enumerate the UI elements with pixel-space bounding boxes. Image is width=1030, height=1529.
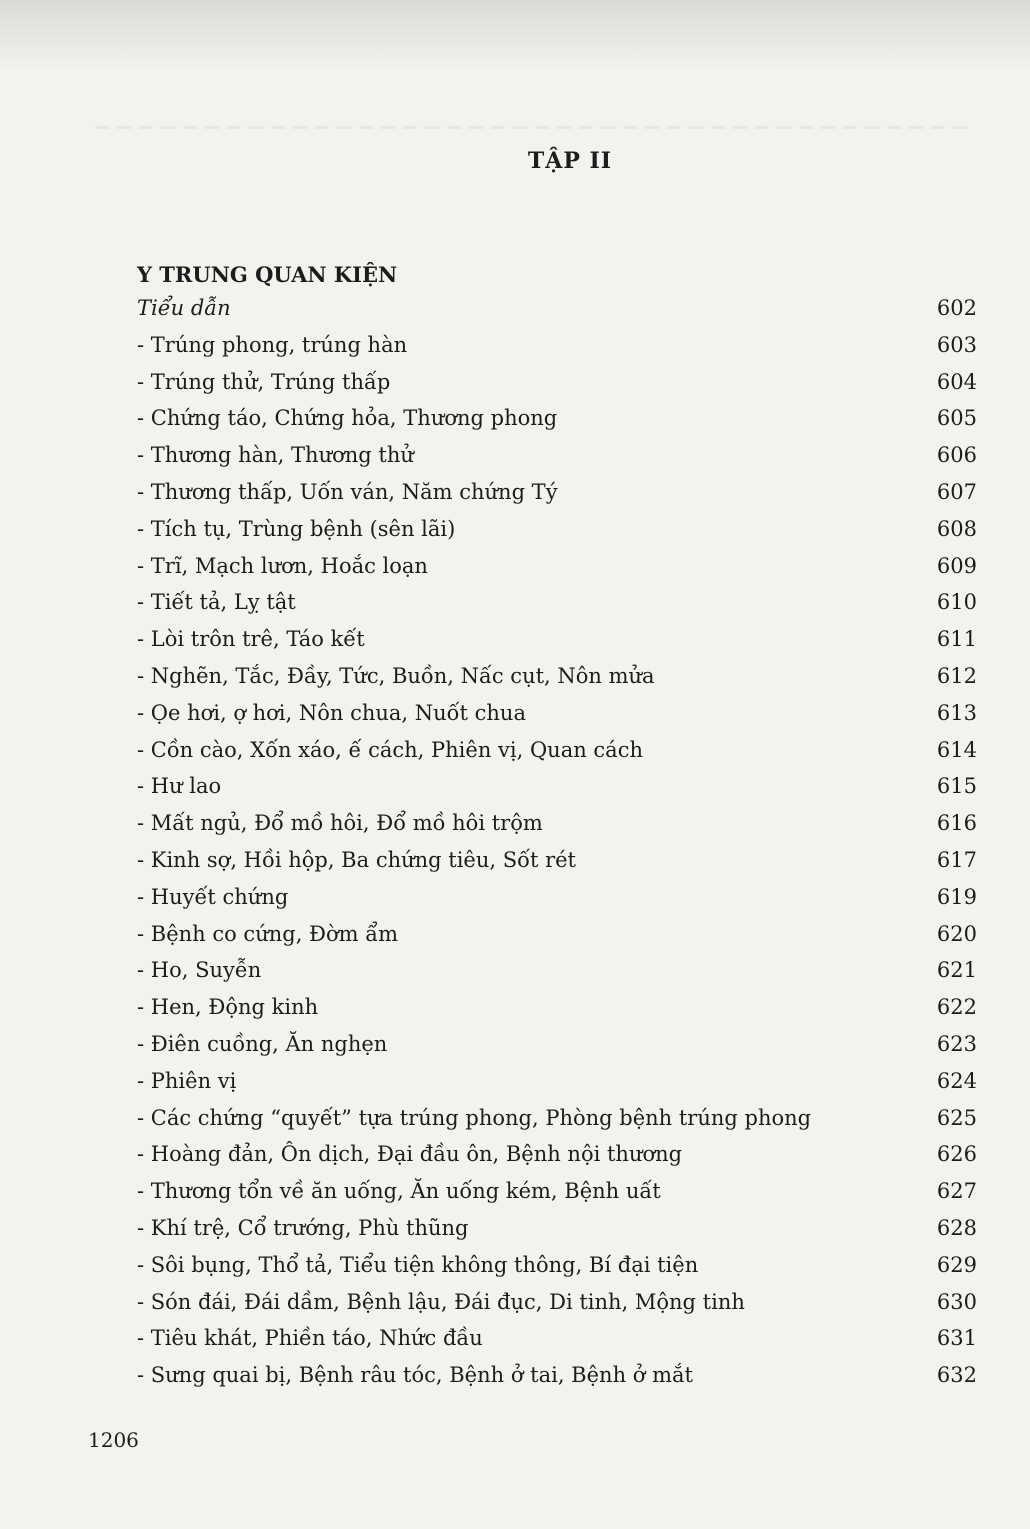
toc-entry-page: 615 xyxy=(936,774,977,799)
toc-entry-label: - Điên cuồng, Ăn nghẹn xyxy=(137,1031,388,1056)
toc-entry-label: - Ọe hơi, ợ hơi, Nôn chua, Nuốt chua xyxy=(137,700,526,725)
toc-entry-label: - Hoàng đản, Ôn dịch, Đại đầu ôn, Bệnh nội thương xyxy=(137,1142,683,1167)
toc-entry-page: 605 xyxy=(936,406,977,431)
toc-entry-label: - Các chứng “quyết” tựa trúng phong, Phòng bệnh trúng phong xyxy=(137,1105,812,1130)
table-of-contents xyxy=(137,296,977,1400)
toc-entry xyxy=(137,333,977,370)
toc-entry-page: 627 xyxy=(936,1179,977,1204)
toc-entry-page: 624 xyxy=(936,1068,977,1093)
toc-entry-page: 608 xyxy=(936,516,977,541)
toc-entry-label: - Sưng quai bị, Bệnh râu tóc, Bệnh ở tai, Bệnh ở mắt xyxy=(137,1363,693,1388)
toc-entry-label: - Sôi bụng, Thổ tả, Tiểu tiện không thông, Bí đại tiện xyxy=(137,1252,699,1277)
toc-entry xyxy=(137,1326,977,1363)
toc-entry-label: - Hen, Động kinh xyxy=(137,995,319,1020)
toc-entry-label: - Thương tổn về ăn uống, Ăn uống kém, Bệnh uất xyxy=(137,1179,661,1204)
toc-entry-page: 610 xyxy=(936,590,977,615)
toc-entry xyxy=(137,1032,977,1069)
toc-entry xyxy=(137,554,977,591)
toc-entry xyxy=(137,1069,977,1106)
toc-entry xyxy=(137,443,977,480)
toc-entry xyxy=(137,1179,977,1216)
toc-entry-page: 621 xyxy=(936,958,977,983)
toc-entry-label: - Chứng táo, Chứng hỏa, Thương phong xyxy=(137,406,558,431)
toc-entry xyxy=(137,1106,977,1143)
bleed-through-lines xyxy=(95,112,975,129)
toc-entry-label: - Phiên vị xyxy=(137,1068,237,1093)
toc-entry-label: - Tiêu khát, Phiền táo, Nhức đầu xyxy=(137,1326,483,1351)
toc-entry-page: 632 xyxy=(936,1363,977,1388)
toc-entry xyxy=(137,885,977,922)
toc-entry xyxy=(137,1363,977,1400)
toc-entry xyxy=(137,1142,977,1179)
toc-entry xyxy=(137,664,977,701)
toc-entry-page: 616 xyxy=(936,811,977,836)
toc-entry-page: 630 xyxy=(936,1289,977,1314)
toc-entry-page: 607 xyxy=(936,479,977,504)
toc-entry-page: 603 xyxy=(936,332,977,357)
toc-entry-label: - Thương thấp, Uốn ván, Năm chứng Tý xyxy=(137,479,558,504)
toc-entry xyxy=(137,627,977,664)
toc-entry-label: - Lòi trôn trê, Táo kết xyxy=(137,627,365,652)
toc-entry-label: - Nghẽn, Tắc, Đầy, Tức, Buồn, Nấc cụt, Nôn mửa xyxy=(137,663,655,688)
toc-entry-page: 604 xyxy=(936,369,977,394)
toc-entry xyxy=(137,1216,977,1253)
toc-entry xyxy=(137,590,977,627)
page-number: 1206 xyxy=(88,1428,139,1452)
toc-entry xyxy=(137,811,977,848)
toc-entry-page: 613 xyxy=(936,700,977,725)
toc-entry-label: - Kinh sợ, Hồi hộp, Ba chứng tiêu, Sốt rét xyxy=(137,847,576,872)
toc-entry-label: - Hư lao xyxy=(137,774,222,799)
toc-entry-label: - Tiết tả, Lỵ tật xyxy=(137,590,296,615)
toc-entry-page: 629 xyxy=(936,1252,977,1277)
toc-entry xyxy=(137,296,977,333)
toc-entry xyxy=(137,480,977,517)
toc-entry-label: - Ho, Suyễn xyxy=(137,958,262,983)
toc-entry xyxy=(137,1253,977,1290)
toc-entry-label: - Són đái, Đái dầm, Bệnh lậu, Đái đục, Di tinh, Mộng tinh xyxy=(137,1289,745,1314)
toc-entry-label: - Bệnh co cứng, Đờm ẩm xyxy=(137,921,399,946)
toc-entry-label: - Cồn cào, Xốn xáo, ế cách, Phiên vị, Quan cách xyxy=(137,737,643,762)
toc-entry-label: - Huyết chứng xyxy=(137,884,289,909)
page-top-shadow xyxy=(0,0,1030,70)
toc-entry-label: Tiểu dẫn xyxy=(137,296,231,320)
toc-entry xyxy=(137,738,977,775)
toc-entry-page: 626 xyxy=(936,1142,977,1167)
toc-entry-page: 625 xyxy=(936,1105,977,1130)
toc-entry-page: 609 xyxy=(936,553,977,578)
toc-entry xyxy=(137,370,977,407)
toc-entry-page: 617 xyxy=(936,847,977,872)
toc-entry-label: - Khí trệ, Cổ trướng, Phù thũng xyxy=(137,1215,469,1240)
toc-entry-page: 612 xyxy=(936,663,977,688)
section-title: Y TRUNG QUAN KIỆN xyxy=(137,262,398,287)
toc-entry-label: - Thương hàn, Thương thử xyxy=(137,443,414,468)
toc-entry xyxy=(137,701,977,738)
toc-entry-page: 623 xyxy=(936,1031,977,1056)
toc-entry-label: - Trúng phong, trúng hàn xyxy=(137,332,408,357)
toc-entry-page: 620 xyxy=(936,921,977,946)
toc-entry xyxy=(137,406,977,443)
toc-entry xyxy=(137,848,977,885)
toc-entry xyxy=(137,517,977,554)
toc-entry-page: 619 xyxy=(936,884,977,909)
volume-title: TẬP II xyxy=(527,148,613,174)
toc-entry-page: 614 xyxy=(936,737,977,762)
toc-entry-page: 622 xyxy=(936,995,977,1020)
toc-entry xyxy=(137,958,977,995)
toc-entry-page: 606 xyxy=(936,443,977,468)
toc-entry-page: 611 xyxy=(936,627,977,652)
toc-entry-label: - Trĩ, Mạch lươn, Hoắc loạn xyxy=(137,553,428,578)
toc-entry xyxy=(137,995,977,1032)
toc-entry xyxy=(137,1290,977,1327)
toc-entry-label: - Trúng thử, Trúng thấp xyxy=(137,369,391,394)
toc-entry-page: 631 xyxy=(936,1326,977,1351)
toc-entry xyxy=(137,774,977,811)
toc-entry-label: - Tích tụ, Trùng bệnh (sên lãi) xyxy=(137,516,456,541)
toc-entry xyxy=(137,922,977,959)
toc-entry-label: - Mất ngủ, Đổ mồ hôi, Đổ mồ hôi trộm xyxy=(137,811,543,836)
toc-entry-page: 628 xyxy=(936,1215,977,1240)
toc-entry-page: 602 xyxy=(936,296,977,320)
